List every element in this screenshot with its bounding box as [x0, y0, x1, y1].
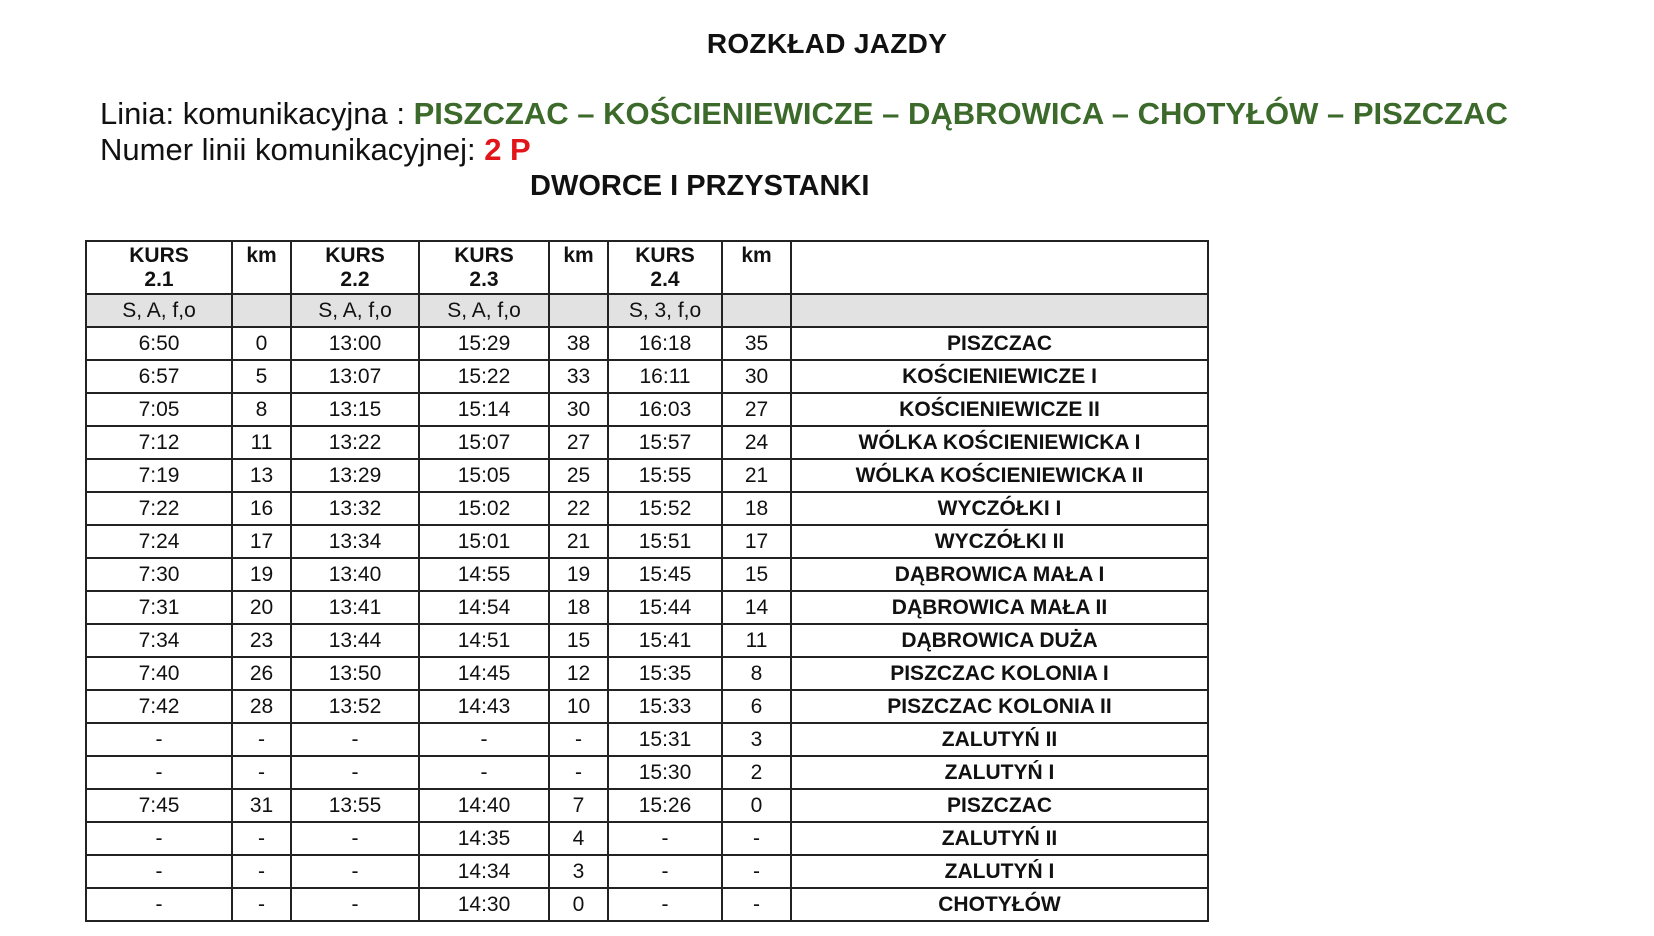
- time-cell: -: [722, 855, 791, 888]
- time-cell: 14:43: [419, 690, 549, 723]
- time-cell: -: [608, 855, 722, 888]
- time-cell: 15:01: [419, 525, 549, 558]
- time-cell: -: [608, 822, 722, 855]
- time-cell: 11: [722, 624, 791, 657]
- time-cell: 7:30: [86, 558, 232, 591]
- time-cell: 15:22: [419, 360, 549, 393]
- stop-name-cell: PISZCZAC: [791, 327, 1208, 360]
- subheader-cell: S, A, f,o: [291, 294, 419, 327]
- stop-name-cell: CHOTYŁÓW: [791, 888, 1208, 921]
- time-cell: 27: [722, 393, 791, 426]
- time-cell: 19: [232, 558, 291, 591]
- stop-name-cell: PISZCZAC KOLONIA I: [791, 657, 1208, 690]
- time-cell: 14:45: [419, 657, 549, 690]
- time-cell: 15:57: [608, 426, 722, 459]
- time-cell: 7: [549, 789, 608, 822]
- time-cell: 14:51: [419, 624, 549, 657]
- time-cell: 15:07: [419, 426, 549, 459]
- table-row: [86, 525, 1208, 558]
- time-cell: 2: [722, 756, 791, 789]
- header-cell: km: [232, 241, 291, 294]
- time-cell: 13:40: [291, 558, 419, 591]
- time-cell: 13:50: [291, 657, 419, 690]
- time-cell: 16: [232, 492, 291, 525]
- time-cell: 13:22: [291, 426, 419, 459]
- time-cell: 30: [549, 393, 608, 426]
- table-row: [86, 789, 1208, 822]
- header-cell: km: [722, 241, 791, 294]
- time-cell: -: [722, 822, 791, 855]
- time-cell: 13:29: [291, 459, 419, 492]
- subheader-cell: [549, 294, 608, 327]
- header-cell: KURS 2.4: [608, 241, 722, 294]
- time-cell: 26: [232, 657, 291, 690]
- table-row: [86, 756, 1208, 789]
- table-row: [86, 327, 1208, 360]
- table-row: [86, 624, 1208, 657]
- time-cell: 30: [722, 360, 791, 393]
- time-cell: -: [232, 888, 291, 921]
- time-cell: 13:55: [291, 789, 419, 822]
- stop-name-cell: DĄBROWICA MAŁA I: [791, 558, 1208, 591]
- table-row: [86, 723, 1208, 756]
- time-cell: -: [232, 855, 291, 888]
- time-cell: 15:33: [608, 690, 722, 723]
- time-cell: 15: [549, 624, 608, 657]
- time-cell: 14:55: [419, 558, 549, 591]
- time-cell: 14:54: [419, 591, 549, 624]
- time-cell: 13:15: [291, 393, 419, 426]
- time-cell: 17: [722, 525, 791, 558]
- table-row: [86, 558, 1208, 591]
- line-number-label: Numer linii komunikacyjnej:: [100, 132, 485, 167]
- table-row: [86, 888, 1208, 921]
- time-cell: 16:11: [608, 360, 722, 393]
- time-cell: 35: [722, 327, 791, 360]
- time-cell: 7:22: [86, 492, 232, 525]
- time-cell: 38: [549, 327, 608, 360]
- time-cell: 6:50: [86, 327, 232, 360]
- line-info: [100, 96, 1508, 168]
- time-cell: -: [419, 756, 549, 789]
- time-cell: 15:44: [608, 591, 722, 624]
- stop-name-cell: ZALUTYŃ II: [791, 822, 1208, 855]
- time-cell: -: [291, 723, 419, 756]
- stop-name-cell: WÓLKA KOŚCIENIEWICKA II: [791, 459, 1208, 492]
- stop-name-cell: PISZCZAC: [791, 789, 1208, 822]
- time-cell: 15:55: [608, 459, 722, 492]
- time-cell: -: [419, 723, 549, 756]
- table-row: [86, 426, 1208, 459]
- time-cell: 20: [232, 591, 291, 624]
- line-number-value: 2 P: [484, 132, 531, 167]
- table-row: [86, 657, 1208, 690]
- time-cell: 22: [549, 492, 608, 525]
- time-cell: 5: [232, 360, 291, 393]
- time-cell: 8: [232, 393, 291, 426]
- time-cell: 7:34: [86, 624, 232, 657]
- time-cell: -: [232, 723, 291, 756]
- time-cell: -: [291, 822, 419, 855]
- time-cell: 0: [549, 888, 608, 921]
- time-cell: 7:24: [86, 525, 232, 558]
- time-cell: 15:31: [608, 723, 722, 756]
- time-cell: 3: [722, 723, 791, 756]
- time-cell: 15:30: [608, 756, 722, 789]
- subheader-cell: [232, 294, 291, 327]
- line-label: Linia: komunikacyjna :: [100, 96, 414, 131]
- time-cell: 28: [232, 690, 291, 723]
- time-cell: 15:52: [608, 492, 722, 525]
- time-cell: 17: [232, 525, 291, 558]
- time-cell: 7:31: [86, 591, 232, 624]
- time-cell: -: [722, 888, 791, 921]
- time-cell: 15: [722, 558, 791, 591]
- stop-name-cell: ZALUTYŃ I: [791, 756, 1208, 789]
- table-row: [86, 591, 1208, 624]
- table-row: [86, 822, 1208, 855]
- time-cell: -: [291, 756, 419, 789]
- stops-heading: DWORCE I PRZYSTANKI: [530, 170, 870, 202]
- header-row: [86, 241, 1208, 294]
- time-cell: 25: [549, 459, 608, 492]
- time-cell: 23: [232, 624, 291, 657]
- time-cell: 27: [549, 426, 608, 459]
- time-cell: -: [232, 756, 291, 789]
- time-cell: 16:03: [608, 393, 722, 426]
- time-cell: 13:52: [291, 690, 419, 723]
- time-cell: 24: [722, 426, 791, 459]
- time-cell: 15:51: [608, 525, 722, 558]
- time-cell: 18: [722, 492, 791, 525]
- time-cell: 15:29: [419, 327, 549, 360]
- time-cell: 13:41: [291, 591, 419, 624]
- timetable-body: [86, 327, 1208, 921]
- time-cell: 18: [549, 591, 608, 624]
- time-cell: 15:26: [608, 789, 722, 822]
- time-cell: 15:41: [608, 624, 722, 657]
- time-cell: -: [86, 822, 232, 855]
- stop-name-cell: DĄBROWICA DUŻA: [791, 624, 1208, 657]
- line-number: [100, 132, 1508, 168]
- stop-name-cell: WÓLKA KOŚCIENIEWICKA I: [791, 426, 1208, 459]
- time-cell: -: [86, 855, 232, 888]
- stop-name-cell: ZALUTYŃ I: [791, 855, 1208, 888]
- time-cell: 15:35: [608, 657, 722, 690]
- table-row: [86, 855, 1208, 888]
- time-cell: 19: [549, 558, 608, 591]
- time-cell: 7:40: [86, 657, 232, 690]
- stop-name-cell: ZALUTYŃ II: [791, 723, 1208, 756]
- time-cell: -: [86, 888, 232, 921]
- time-cell: -: [549, 723, 608, 756]
- time-cell: 13:34: [291, 525, 419, 558]
- time-cell: 13:00: [291, 327, 419, 360]
- time-cell: 15:05: [419, 459, 549, 492]
- time-cell: 13:44: [291, 624, 419, 657]
- time-cell: 12: [549, 657, 608, 690]
- time-cell: 15:45: [608, 558, 722, 591]
- subheader-cell: [791, 294, 1208, 327]
- time-cell: 16:18: [608, 327, 722, 360]
- time-cell: -: [232, 822, 291, 855]
- time-cell: 14:35: [419, 822, 549, 855]
- time-cell: 21: [722, 459, 791, 492]
- time-cell: 14:34: [419, 855, 549, 888]
- time-cell: 31: [232, 789, 291, 822]
- time-cell: 7:12: [86, 426, 232, 459]
- time-cell: 7:45: [86, 789, 232, 822]
- time-cell: 7:42: [86, 690, 232, 723]
- time-cell: 6:57: [86, 360, 232, 393]
- time-cell: -: [86, 723, 232, 756]
- time-cell: 3: [549, 855, 608, 888]
- time-cell: 15:14: [419, 393, 549, 426]
- time-cell: 10: [549, 690, 608, 723]
- header-cell: KURS 2.2: [291, 241, 419, 294]
- table-row: [86, 492, 1208, 525]
- time-cell: 15:02: [419, 492, 549, 525]
- header-cell: KURS 2.3: [419, 241, 549, 294]
- subheader-row: [86, 294, 1208, 327]
- table-row: [86, 690, 1208, 723]
- table-row: [86, 459, 1208, 492]
- time-cell: -: [86, 756, 232, 789]
- stop-name-cell: WYCZÓŁKI II: [791, 525, 1208, 558]
- time-cell: 14:30: [419, 888, 549, 921]
- line-route: [100, 96, 1508, 132]
- time-cell: 14:40: [419, 789, 549, 822]
- time-cell: 7:05: [86, 393, 232, 426]
- time-cell: 33: [549, 360, 608, 393]
- time-cell: 21: [549, 525, 608, 558]
- time-cell: -: [608, 888, 722, 921]
- stop-name-cell: KOŚCIENIEWICZE I: [791, 360, 1208, 393]
- page-title: ROZKŁAD JAZDY: [706, 28, 948, 59]
- stop-name-cell: DĄBROWICA MAŁA II: [791, 591, 1208, 624]
- time-cell: 0: [722, 789, 791, 822]
- time-cell: 0: [232, 327, 291, 360]
- time-cell: -: [549, 756, 608, 789]
- time-cell: 8: [722, 657, 791, 690]
- header-cell-stops: [791, 241, 1208, 294]
- time-cell: 13: [232, 459, 291, 492]
- stop-name-cell: KOŚCIENIEWICZE II: [791, 393, 1208, 426]
- time-cell: 4: [549, 822, 608, 855]
- subheader-cell: S, A, f,o: [419, 294, 549, 327]
- time-cell: 7:19: [86, 459, 232, 492]
- table-row: [86, 393, 1208, 426]
- time-cell: -: [291, 855, 419, 888]
- time-cell: 14: [722, 591, 791, 624]
- route-name: PISZCZAC – KOŚCIENIEWICZE – DĄBROWICA – CHOTYŁÓW – PISZCZAC: [413, 96, 1508, 131]
- timetable: [85, 240, 1209, 922]
- time-cell: 13:32: [291, 492, 419, 525]
- header-cell: km: [549, 241, 608, 294]
- time-cell: -: [291, 888, 419, 921]
- time-cell: 13:07: [291, 360, 419, 393]
- stop-name-cell: PISZCZAC KOLONIA II: [791, 690, 1208, 723]
- time-cell: 6: [722, 690, 791, 723]
- subheader-cell: [722, 294, 791, 327]
- table-row: [86, 360, 1208, 393]
- header-cell: KURS 2.1: [86, 241, 232, 294]
- subheader-cell: S, A, f,o: [86, 294, 232, 327]
- stop-name-cell: WYCZÓŁKI I: [791, 492, 1208, 525]
- time-cell: 11: [232, 426, 291, 459]
- subheader-cell: S, 3, f,o: [608, 294, 722, 327]
